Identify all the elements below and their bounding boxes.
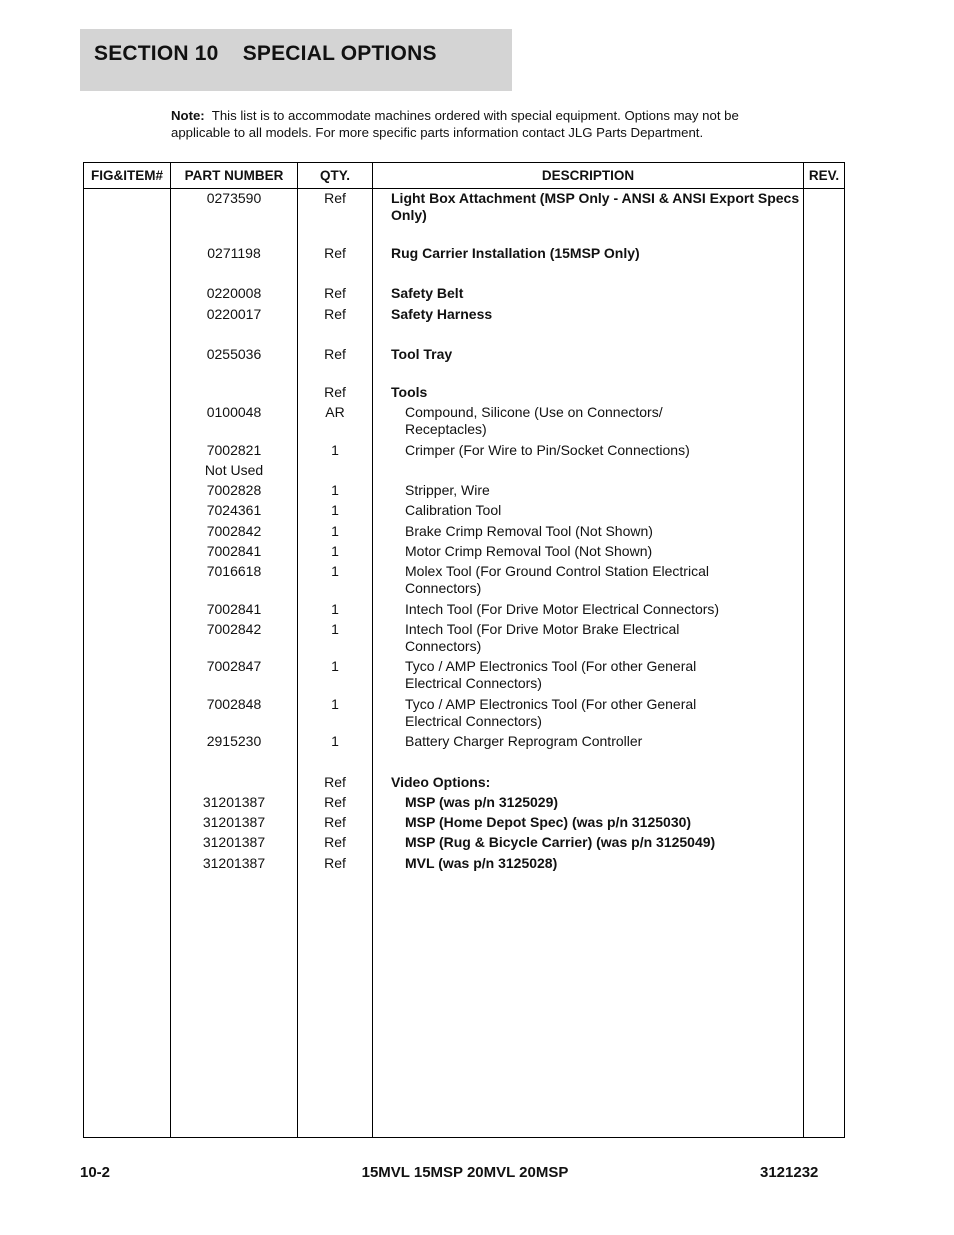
description: MSP (Rug & Bicycle Carrier) (was p/n 3125049)	[405, 834, 716, 850]
quantity: Ref	[324, 190, 346, 206]
quantity: Ref	[324, 834, 346, 850]
description: Intech Tool (For Drive Motor Brake Electrical Connectors)	[405, 621, 680, 654]
part-number: 7002841	[206, 601, 262, 617]
description: Safety Harness	[391, 306, 493, 322]
part-number: 7002821	[206, 442, 262, 458]
description: Tyco / AMP Electronics Tool (For other General Electrical Connectors)	[405, 658, 697, 691]
quantity: Ref	[324, 814, 346, 830]
description: Motor Crimp Removal Tool (Not Shown)	[405, 543, 653, 559]
quantity: 1	[331, 658, 339, 674]
part-number: 31201387	[202, 814, 266, 830]
document-number: 3121232	[760, 1164, 819, 1181]
description: Tyco / AMP Electronics Tool (For other General Electrical Connectors)	[405, 696, 697, 729]
part-number: 0273590	[206, 190, 262, 206]
part-number: 31201387	[202, 855, 266, 871]
description: Molex Tool (For Ground Control Station Electrical Connectors)	[405, 563, 709, 596]
quantity: 1	[331, 621, 339, 637]
part-number: 7016618	[206, 563, 262, 579]
column-header-part-number: PART NUMBER	[184, 168, 284, 183]
part-number: 7002848	[206, 696, 262, 712]
quantity: 1	[331, 482, 339, 498]
description: Compound, Silicone (Use on Connectors/ Receptacles)	[405, 404, 663, 437]
quantity: 1	[331, 601, 339, 617]
part-number: Not Used	[204, 462, 264, 478]
description: Intech Tool (For Drive Motor Electrical Connectors)	[405, 601, 720, 617]
part-number: 31201387	[202, 794, 266, 810]
quantity: 1	[331, 543, 339, 559]
part-number: 0100048	[206, 404, 262, 420]
quantity: Ref	[324, 285, 346, 301]
note-paragraph	[171, 107, 791, 141]
quantity: 1	[331, 733, 339, 749]
description: Video Options:	[391, 774, 491, 790]
quantity: Ref	[324, 245, 346, 261]
quantity: 1	[331, 563, 339, 579]
page-number: 10-2	[80, 1164, 111, 1181]
part-number: 0220008	[206, 285, 262, 301]
section-title: SECTION 10 SPECIAL OPTIONS	[94, 42, 437, 65]
part-number: 0255036	[206, 346, 262, 362]
column-header-rev: REV.	[808, 168, 840, 183]
header-divider	[84, 188, 844, 189]
quantity: 1	[331, 523, 339, 539]
description: Battery Charger Reprogram Controller	[405, 733, 643, 749]
column-divider	[372, 163, 373, 1137]
description: MVL (was p/n 3125028)	[405, 855, 558, 871]
quantity: Ref	[324, 384, 346, 400]
section-header	[80, 29, 512, 91]
column-header-description: DESCRIPTION	[541, 168, 635, 183]
quantity: 1	[331, 442, 339, 458]
description: Safety Belt	[391, 285, 464, 301]
note-text: This list is to accommodate machines ordered with special equipment. Options may not be applicable to all models. For more specific parts information contact JLG Parts Department.	[171, 108, 739, 140]
parts-table	[83, 162, 845, 1138]
description: Tool Tray	[391, 346, 453, 362]
part-number: 2915230	[206, 733, 262, 749]
part-number: 7002842	[206, 621, 262, 637]
part-number: 7002828	[206, 482, 262, 498]
description: Crimper (For Wire to Pin/Socket Connections)	[405, 442, 690, 458]
part-number: 7002841	[206, 543, 262, 559]
model-list: 15MVL 15MSP 20MVL 20MSP	[361, 1164, 569, 1181]
part-number: 7002847	[206, 658, 262, 674]
description: Stripper, Wire	[405, 482, 490, 498]
note-label: Note:	[171, 108, 205, 123]
column-header-qty: QTY.	[319, 168, 350, 183]
column-divider	[803, 163, 804, 1137]
quantity: 1	[331, 502, 339, 518]
quantity: Ref	[324, 855, 346, 871]
description: MSP (was p/n 3125029)	[405, 794, 559, 810]
column-header-fig-item: FIG&ITEM#	[90, 168, 163, 183]
part-number: 0220017	[206, 306, 262, 322]
quantity: AR	[325, 404, 345, 420]
description: Brake Crimp Removal Tool (Not Shown)	[405, 523, 653, 539]
part-number: 31201387	[202, 834, 266, 850]
part-number: 7002842	[206, 523, 262, 539]
quantity: Ref	[324, 306, 346, 322]
quantity: Ref	[324, 774, 346, 790]
quantity: Ref	[324, 346, 346, 362]
description: Tools	[391, 384, 428, 400]
part-number: 7024361	[206, 502, 262, 518]
description: Light Box Attachment (MSP Only - ANSI & ANSI Export Specs Only)	[391, 190, 800, 223]
quantity: Ref	[324, 794, 346, 810]
description: Rug Carrier Installation (15MSP Only)	[391, 245, 640, 261]
part-number: 0271198	[207, 245, 261, 261]
quantity: 1	[331, 696, 339, 712]
description: Calibration Tool	[405, 502, 502, 518]
description: MSP (Home Depot Spec) (was p/n 3125030)	[405, 814, 692, 830]
